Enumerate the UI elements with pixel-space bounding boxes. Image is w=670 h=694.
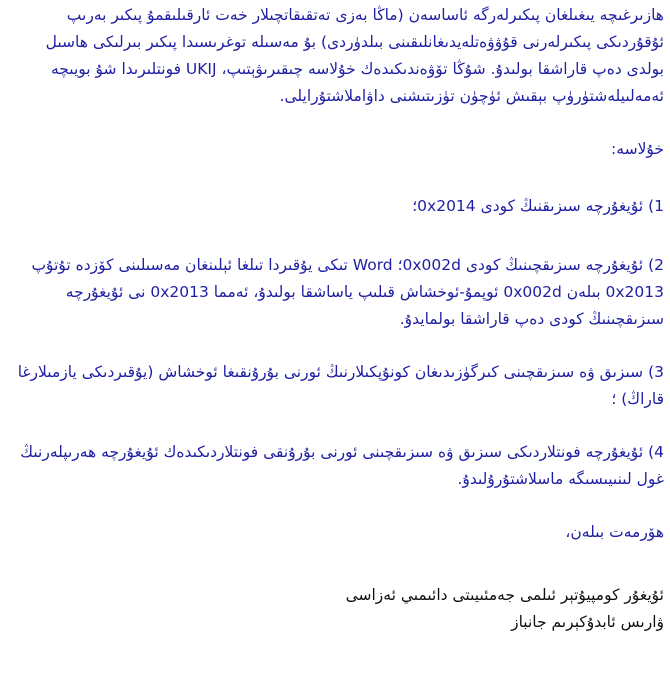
summary-item-2: 2) ئۇيغۇرچە سىزىقچىنىڭ كودى 0x002d؛ Word تىكى يۇقىردا تىلغا ئېلىنغان مەسىلىنى كۆزدە تۇتۇپ 0x2013 بىلەن 0x002d ئوپمۇ-ئوخشاش قىلىپ ياساشقا بولىدۇ، ئەمما 0x2013 نى ئۇيغۇرچە سىزىقچىنىڭ كودى دەپ قاراشقا بولمايدۇ.: [31, 256, 664, 328]
closing-greeting: ھۆرمەت بىلەن،: [565, 523, 664, 541]
summary-item-1: 1) ئۇيغۇرچە سىزىقنىڭ كودى 0x2014؛: [412, 197, 664, 215]
summary-item-3: 3) سىزىق ۋە سىزىقچىنى كىرگۈزىدىغان كونۇپكىلارنىڭ ئورنى بۇرۇنقىغا ئوخشاش (يۇقىردىكى يازمىلارغا قاراڭ) ؛: [17, 363, 664, 408]
signature-name: ۋارىس ئابدۇكېرىم جانباز: [511, 613, 664, 631]
summary-heading: خۇلاسە:: [611, 140, 664, 158]
summary-item-4: 4) ئۇيغۇرچە فونتلاردىكى سىزىق ۋە سىزىقچىنى ئورنى بۇرۇنقى فونتلاردىكىدەك ئۇيغۇرچە ھەرىپلەرنىڭ غول لىنىيىسىگە ماسلاشتۇرۇلىدۇ.: [20, 443, 664, 488]
document-body: [8, 2, 664, 636]
signature-organization: ئۇيغۇر كومپيۇتېر ئىلمى جەمئىيىتى دائىمىي ئەزاسى: [345, 586, 664, 604]
intro-paragraph: هازىرغىچە يىغىلغان پىكىرلەرگە ئاساسەن (ماڭا بەزى تەتقىقاتچىلار خەت ئارقىلىقمۇ پىكىر بەرىپ ئۇقۇردىكى پىكىرلەرنى قۇۋۋەتلەيدىغانلىقىنى بىلدۈردى) بۇ مەسىلە توغرىسىدا پىكىر بىرلىكى ھاسىل بولدى دەپ قاراشقا بولىدۇ. شۇڭا تۆۋەندىكىدەك خۇلاسە چىقىرىۋېتىپ، UKIJ فونتلىرىدا شۇ بويىچە ئەمەلىيلەشتۈرۈپ بېقىش ئۈچۈن تۈزىتىشنى داۋاملاشتۇرايلى.: [45, 6, 664, 105]
